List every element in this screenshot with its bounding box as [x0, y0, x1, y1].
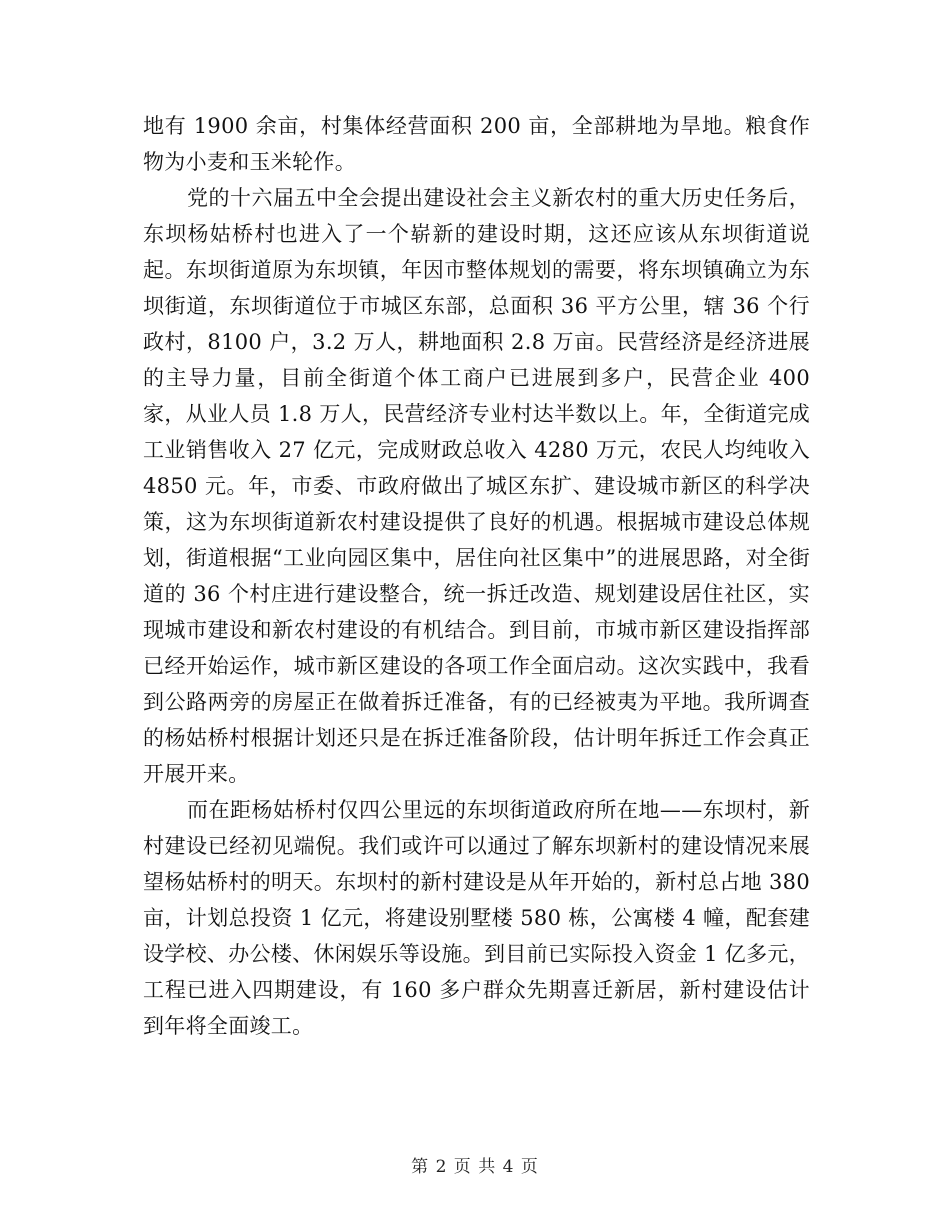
- paragraph-3: 而在距杨姑桥村仅四公里远的东坝街道政府所在地——东坝村，新村建设已经初见端倪。我们或许可以通过了解东坝新村的建设情况来展望杨姑桥村的明天。东坝村的新村建设是从年开始的，新村总占地 380 亩，计划总投资 1 亿元，将建设别墅楼 580 栋，公寓楼 4 幢，配套建设学校、办公楼、休闲娱乐等设施。到目前已实际投入资金 1 亿多元，工程已进入四期建设，有 160 多户群众先期喜迁新居，新村建设估计到年将全面竣工。: [143, 798, 811, 1038]
- document-body: [143, 108, 810, 1044]
- paragraph-2: 党的十六届五中全会提出建设社会主义新农村的重大历史任务后，东坝杨姑桥村也进入了一个崭新的建设时期，这还应该从东坝街道说起。东坝街道原为东坝镇，年因市整体规划的需要，将东坝镇确立为东坝街道，东坝街道位于市城区东部，总面积 36 平方公里，辖 36 个行政村，8100 户，3.2 万人，耕地面积 2.8 万亩。民营经济是经济进展的主导力量，目前全街道个体工商户已进展到多户，民营企业 400 家，从业人员 1.8 万人，民营经济专业村达半数以上。年，全街道完成工业销售收入 27 亿元，完成财政总收入 4280 万元，农民人均纯收入 4850 元。年，市委、市政府做出了城区东扩、建设城市新区的科学决策，这为东坝街道新农村建设提供了良好的机遇。根据城市建设总体规划，街道根据“工业向园区集中，居住向社区集中”的进展思路，对全街道的 36 个村庄进行建设整合，统一拆迁改造、规划建设居住社区，实现城市建设和新农村建设的有机结合。到目前，市城市新区建设指挥部已经开始运作，城市新区建设的各项工作全面启动。这次实践中，我看到公路两旁的房屋正在做着拆迁准备，有的已经被夷为平地。我所调查的杨姑桥村根据计划还只是在拆迁准备阶段，估计明年拆迁工作会真正开展开来。: [143, 186, 810, 786]
- page-number-footer: 第 2 页 共 4 页: [411, 1157, 539, 1177]
- paragraph-1: 地有 1900 余亩，村集体经营面积 200 亩，全部耕地为旱地。粮食作物为小麦和玉米轮作。: [143, 114, 810, 174]
